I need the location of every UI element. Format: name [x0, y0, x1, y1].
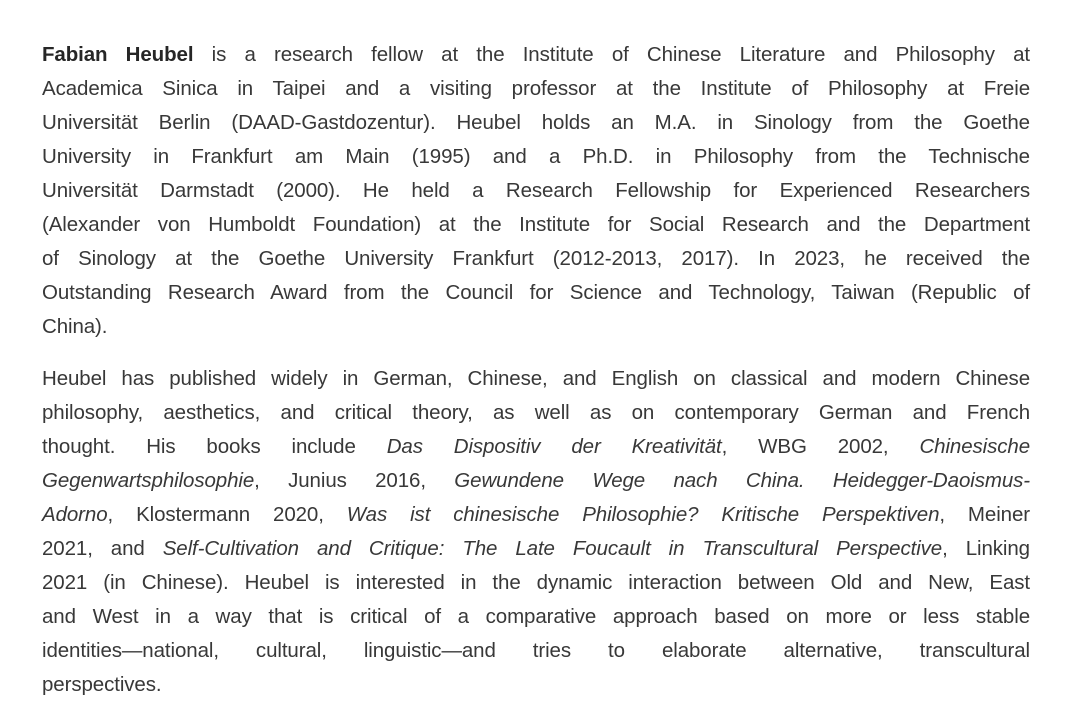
text-run: Heubel has published widely in German, Chinese, and English on classical and modern Chinese — [42, 367, 1030, 390]
text-line — [42, 276, 1030, 310]
text-run: is a research fellow at the Institute of Chinese Literature and Philosophy at — [193, 43, 1030, 66]
text-line — [42, 634, 1030, 668]
text-line — [42, 310, 1030, 344]
text-line — [42, 362, 1030, 396]
text-line — [42, 430, 1030, 464]
text-run: (Alexander von Humboldt Foundation) at the Institute for Social Research and the Department — [42, 213, 1030, 236]
text-run: identities—national, cultural, linguistic—and tries to elaborate alternative, transcultural — [42, 639, 1030, 662]
text-line — [42, 38, 1030, 72]
text-line — [42, 208, 1030, 242]
text-run: Chinesische — [919, 435, 1031, 458]
text-line — [42, 498, 1030, 532]
text-run: Universität Berlin (DAAD-Gastdozentur). Heubel holds an M.A. in Sinology from the Goethe — [42, 111, 1030, 134]
text-run: thought. His books include — [42, 435, 387, 458]
text-run: , Linking — [942, 537, 1030, 560]
text-run: Universität Darmstadt (2000). He held a Research Fellowship for Experienced Researchers — [42, 179, 1030, 202]
text-run: , Meiner — [939, 503, 1030, 526]
text-run: Adorno — [42, 503, 108, 526]
text-run: of Sinology at the Goethe University Frankfurt (2012-2013, 2017). In 2023, he received the — [42, 247, 1030, 270]
text-line — [42, 140, 1030, 174]
text-run: , WBG 2002, — [721, 435, 920, 458]
text-run: Self-Cultivation and Critique: The Late Foucault in Transcultural Perspective — [162, 537, 943, 560]
bio-paragraph-1 — [42, 38, 1030, 344]
text-line — [42, 532, 1030, 566]
text-line — [42, 464, 1030, 498]
text-line — [42, 668, 1030, 702]
bio-text-container — [42, 38, 1030, 702]
text-line — [42, 242, 1030, 276]
text-run: 2021, and — [42, 537, 163, 560]
text-run: 2021 (in Chinese). Heubel is interested in the dynamic interaction between Old and New, East — [42, 571, 1030, 594]
text-line — [42, 566, 1030, 600]
text-line — [42, 600, 1030, 634]
text-line — [42, 72, 1030, 106]
text-run: Academica Sinica in Taipei and a visiting professor at the Institute of Philosophy at Freie — [42, 77, 1030, 100]
text-run: Das Dispositiv der Kreativität — [386, 435, 722, 458]
text-run: Gegenwartsphilosophie — [42, 469, 255, 492]
bio-paragraph-2 — [42, 362, 1030, 702]
text-run: Was ist chinesische Philosophie? Kritische Perspektiven — [346, 503, 940, 526]
text-run: perspectives. — [42, 673, 162, 696]
text-run: Gewundene Wege nach China. Heidegger-Daoismus- — [454, 469, 1030, 492]
text-line — [42, 396, 1030, 430]
text-run: philosophy, aesthetics, and critical theory, as well as on contemporary German and French — [42, 401, 1030, 424]
text-run: Outstanding Research Award from the Council for Science and Technology, Taiwan (Republic of — [42, 281, 1030, 304]
text-run: China). — [42, 315, 108, 338]
text-run: University in Frankfurt am Main (1995) and a Ph.D. in Philosophy from the Technische — [42, 145, 1030, 168]
text-run: , Klostermann 2020, — [107, 503, 347, 526]
text-line — [42, 106, 1030, 140]
text-line — [42, 174, 1030, 208]
text-run: and West in a way that is critical of a comparative approach based on more or less stable — [42, 605, 1030, 628]
text-run: Fabian Heubel — [42, 43, 194, 66]
text-run: , Junius 2016, — [254, 469, 455, 492]
